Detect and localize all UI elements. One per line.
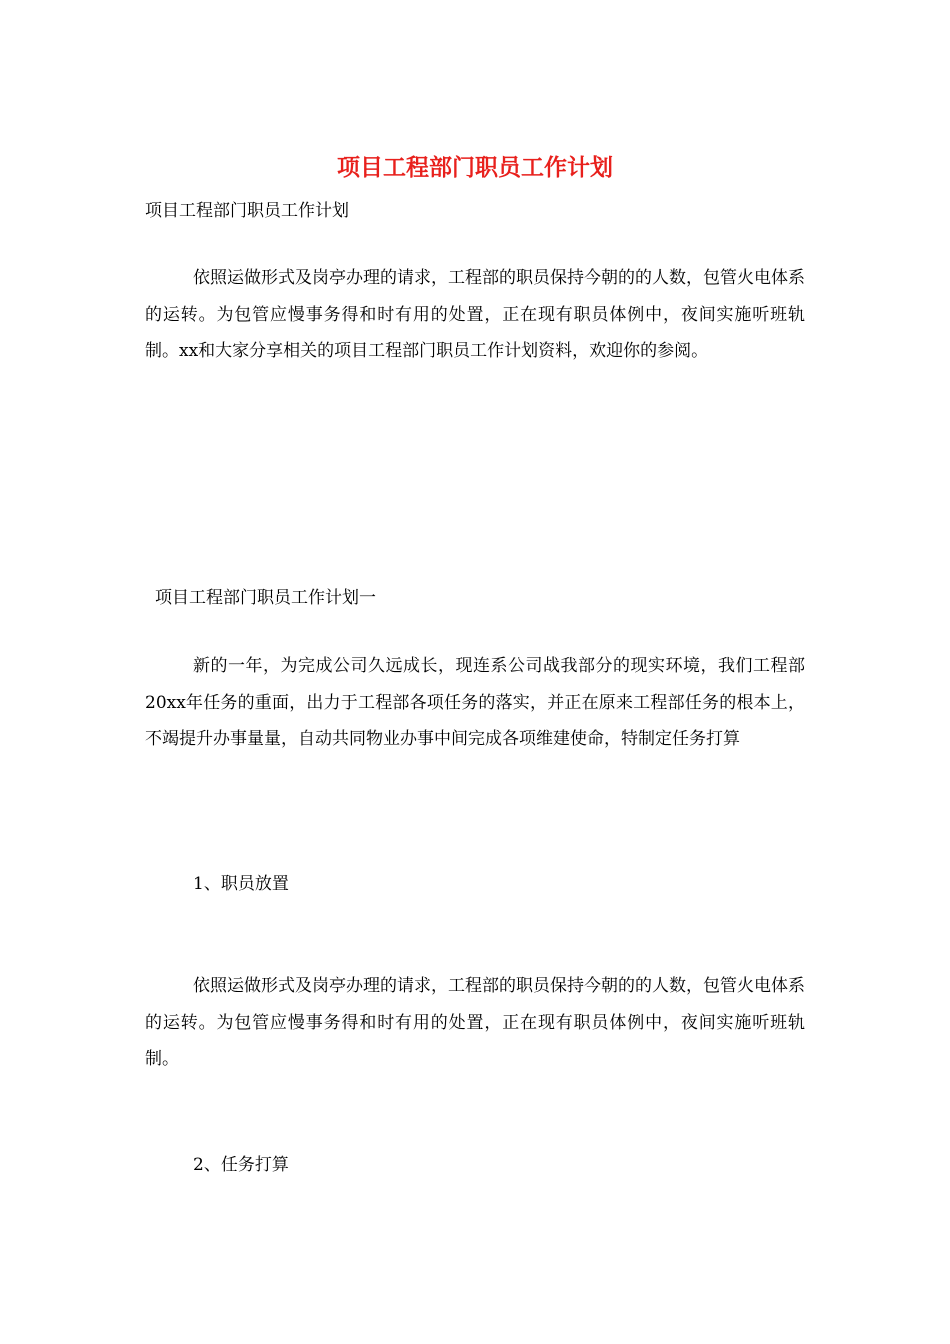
- item-two-heading: 2、任务打算: [193, 1155, 289, 1175]
- section-one-heading: 项目工程部门职员工作计划一: [155, 588, 376, 608]
- document-title: 项目工程部门职员工作计划: [337, 154, 613, 181]
- intro-paragraph: 依照运做形式及岗亭办理的请求，工程部的职员保持今朝的的人数，包管火电体系的运转。为包管应慢事务得和时有用的处置，正在现有职员体例中，夜间实施听班轨制。xx和大家分享相关的项目工程部门职员工作计划资料，欢迎你的参阅。: [145, 268, 805, 361]
- section-one-paragraph: 新的一年，为完成公司久远成长，现连系公司战我部分的现实环境，我们工程部20xx年任务的重面，出力于工程部各项任务的落实，并正在原来工程部任务的根本上，不竭提升办事量量，自动共同物业办事中间完成各项维建使命，特制定任务打算: [145, 656, 805, 749]
- document-subtitle: 项目工程部门职员工作计划: [145, 201, 349, 221]
- item-one-paragraph: 依照运做形式及岗亭办理的请求，工程部的职员保持今朝的的人数，包管火电体系的运转。为包管应慢事务得和时有用的处置，正在现有职员体例中，夜间实施听班轨制。: [145, 976, 805, 1069]
- item-one-heading: 1、职员放置: [193, 874, 289, 894]
